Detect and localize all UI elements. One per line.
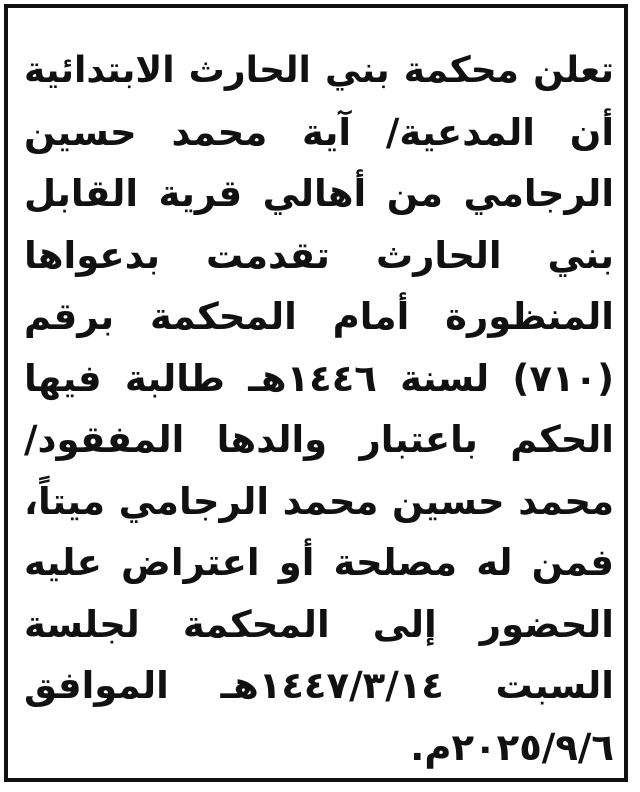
notice-line-11: السبت ١٤٤٧/٣/١٤هـ الموافق: [24, 664, 614, 707]
notice-line-4: بني الحارث تقدمت بدعواها: [24, 233, 614, 277]
notice-line-5: المنظورة أمام المحكمة برقم: [24, 295, 614, 338]
court-notice-text: [24, 40, 614, 778]
notice-line-6: (٧١٠) لسنة ١٤٤٦هـ طالبة فيها: [24, 356, 614, 400]
notice-line-9: فمن له مصلحة أو اعتراض عليه: [24, 541, 614, 584]
notice-line-8: محمد حسين محمد الرجامي ميتاً،: [24, 479, 614, 523]
notice-line-2: أن المدعية/ آية محمد حسين: [24, 110, 614, 154]
notice-line-1: تعلن محكمة بني الحارث الابتدائية: [24, 50, 614, 91]
notice-line-7: الحكم باعتبار والدها المفقود/: [24, 418, 614, 461]
notice-line-10: الحضور إلى المحكمة لجلسة: [24, 602, 614, 646]
notice-line-3: الرجامي من أهالي قرية القابل: [24, 172, 614, 215]
notice-line-12: ٢٠٢٥/٩/٦م.: [410, 725, 614, 769]
